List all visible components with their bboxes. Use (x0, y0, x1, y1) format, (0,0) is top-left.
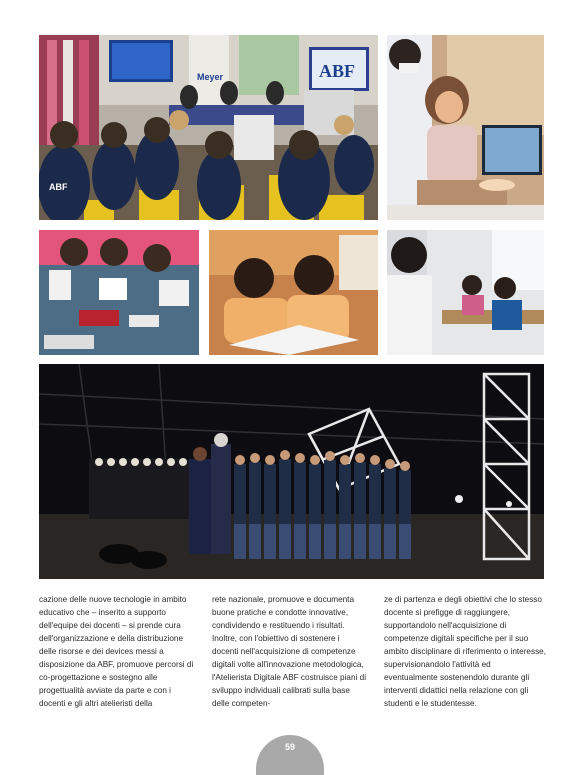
conference-photo (39, 35, 378, 220)
concert-photo (39, 364, 544, 579)
page-number-tab (256, 735, 324, 775)
banner-logo-text: ABF (319, 61, 355, 81)
tablet-girl-photo (387, 35, 544, 220)
page-number: 59 (284, 742, 295, 752)
stand-logo-text: Meyer (197, 72, 224, 82)
article-column-3: ze di partenza e degli obiettivi che lo stesso docente si prefigge di raggiungere, supportandolo nell'acquisizione di competenze digitali specifiche per il suo ambito disciplinare di riferimento o interesse, supervisionandolo l'attività ed eventualmente sostenendolo durante gli interventi didattici nella relazione con gli studenti e le studentesse. (384, 595, 547, 708)
desk-topdown-photo (39, 230, 199, 355)
shirt-logo-text: ABF (49, 182, 68, 192)
article-column-2: rete nazionale, promuove e documenta buone pratiche e condotte innovative, condividendo e restituendo i risultati. Inoltre, con l'obiettivo di sostenere i docenti nell'acquisizione di competenze digitali volte all'innovazione metodologica, l'Atelierista Digitale ABF costruisce piani di sviluppo individuali calibrati sulla base delle competen- (212, 595, 367, 708)
article-column-1: cazione delle nuove tecnologie in ambito educativo che – inserito a supporto dell'equipe dei docenti – si prende cura dell'organizzazione e della distribuzione delle risorse e dei devices messi a disposizione da ABF, promuove percorsi di co-progettazione e sostegno alle progettualità avviate da parte e con i docenti e gli altri atelieristi della (39, 595, 194, 708)
classroom-photo (387, 230, 544, 355)
reading-kids-photo (209, 230, 378, 355)
